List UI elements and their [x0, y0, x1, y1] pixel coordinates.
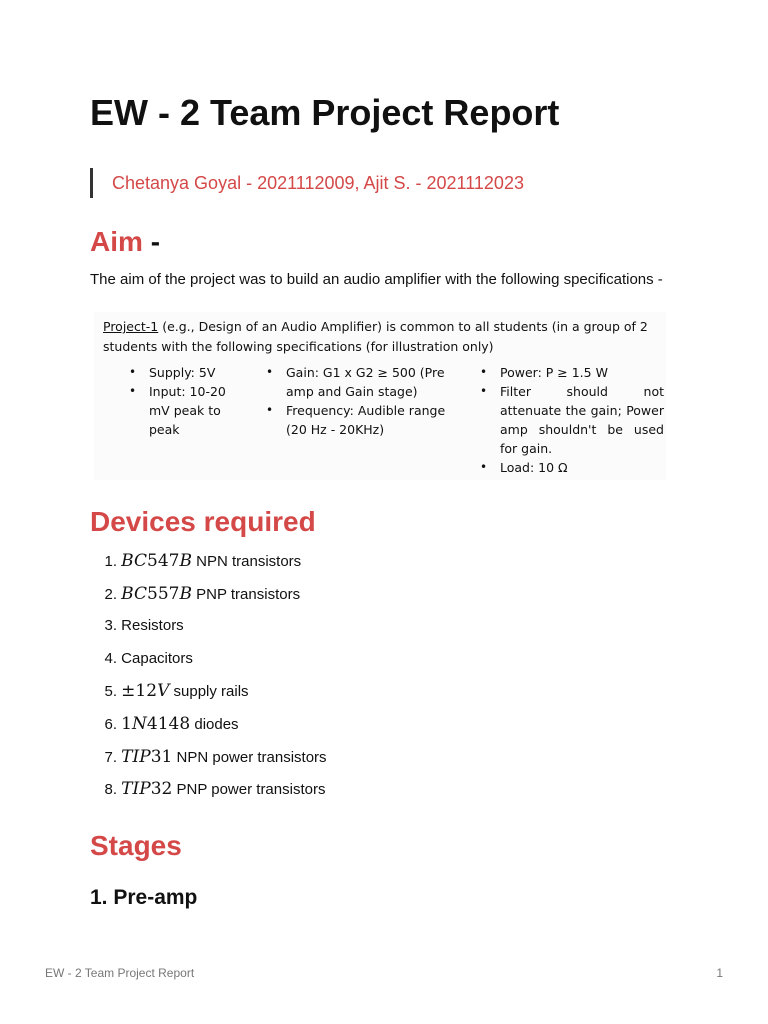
list-number: 4. [104, 649, 117, 667]
list-item [90, 680, 327, 713]
device-math: 1N4148 [121, 713, 191, 734]
device-text: supply rails [169, 683, 249, 701]
specifications-image [94, 312, 666, 480]
spec-column-2 [259, 363, 459, 439]
device-text: PNP transistors [191, 585, 301, 603]
footer-title: EW - 2 Team Project Report [45, 966, 195, 980]
list-number: 8. [104, 781, 117, 799]
device-math: BC557B [121, 583, 192, 604]
list-number: 6. [104, 715, 117, 733]
list-item [90, 746, 327, 779]
spec-column-1 [122, 363, 230, 439]
spec-column-3 [473, 363, 664, 477]
spec-intro-text: (e.g., Design of an Audio Amplifier) is common to all students (in a group of 2 students with the following specifications (for illustration only) [103, 319, 648, 354]
device-text: NPN power transistors [172, 748, 327, 766]
aim-heading [90, 226, 160, 258]
device-math: TIP31 [121, 746, 173, 767]
devices-heading: Devices required [90, 506, 316, 537]
preamp-subheading: 1. Pre-amp [90, 886, 198, 909]
device-math: ±12V [121, 681, 170, 702]
list-item [90, 583, 327, 616]
authors-blockquote: Chetanya Goyal - 2021112009, Ajit S. - 2021112023 [90, 168, 524, 198]
stages-heading: Stages [90, 830, 182, 861]
list-item [90, 713, 327, 746]
spec-intro [103, 317, 665, 356]
spec-item-frequency: • Frequency: Audible range (20 Hz - 20KHz) [259, 401, 459, 439]
spec-item-input: • Input: 10-20 mV peak to peak [122, 382, 230, 439]
list-item [90, 778, 327, 811]
list-number: 2. [104, 585, 117, 603]
device-text: diodes [190, 715, 239, 733]
document-title: EW - 2 Team Project Report [90, 92, 560, 133]
list-item [90, 550, 327, 583]
list-number: 7. [104, 748, 117, 766]
device-text: Resistors [121, 617, 184, 635]
aim-heading-dash: - [150, 226, 161, 257]
devices-list [90, 550, 327, 811]
device-text: Capacitors [121, 649, 193, 667]
footer-page-number: 1 [716, 966, 723, 980]
aim-paragraph: The aim of the project was to build an audio amplifier with the following specifications - [90, 271, 663, 288]
list-number: 5. [104, 683, 117, 701]
spec-item-load: • Load: 10 Ω [473, 458, 664, 477]
list-item [90, 648, 327, 681]
device-math: TIP32 [121, 779, 173, 800]
aim-heading-text: Aim [90, 226, 143, 257]
list-item [90, 615, 327, 648]
device-text: NPN transistors [191, 553, 302, 570]
spec-item-power: • Power: P ≥ 1.5 W [473, 363, 664, 382]
device-math: BC547B [121, 551, 192, 571]
list-number: 1. [104, 553, 117, 570]
spec-project-label: Project-1 [103, 319, 159, 334]
spec-item-supply: • Supply: 5V [122, 363, 230, 382]
device-text: PNP power transistors [172, 781, 326, 799]
spec-item-gain: • Gain: G1 x G2 ≥ 500 (Pre amp and Gain stage) [259, 363, 459, 401]
spec-item-filter: • Filter should not attenuate the gain; Power amp shouldn't be used for gain. [473, 382, 664, 458]
list-number: 3. [104, 617, 117, 635]
